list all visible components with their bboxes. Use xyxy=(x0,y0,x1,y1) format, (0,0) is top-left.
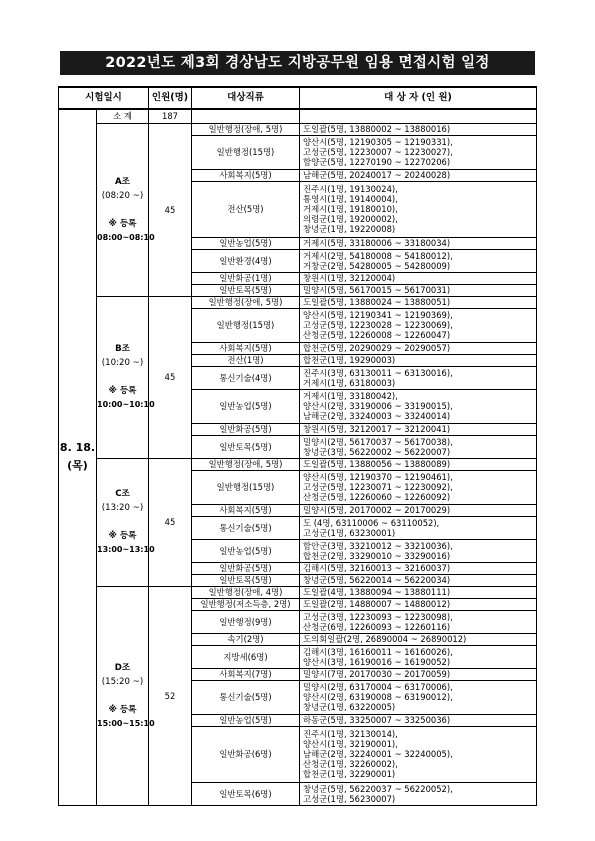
job-category: 일반행정(장애, 5명) xyxy=(192,296,300,308)
job-category: 일반화공(6명) xyxy=(192,726,300,782)
candidate-detail: 거제시(2명, 54180008 ~ 54180012), 거창군(2명, 54280005 ~ 54280009) xyxy=(300,249,537,272)
candidate-detail: 창녕군(5명, 56220014 ~ 56220034) xyxy=(300,574,537,586)
job-category: 일반행정(저소득층, 2명) xyxy=(192,598,300,610)
job-category: 통신기술(5명) xyxy=(192,516,300,539)
job-category: 일반농업(5명) xyxy=(192,539,300,562)
job-category: 일반화공(1명) xyxy=(192,272,300,284)
candidate-detail: 도일괄(5명, 13880056 ~ 13880089) xyxy=(300,458,537,470)
candidate-detail: 도일괄(4명, 13880094 ~ 13880111) xyxy=(300,586,537,598)
group-name: B조 xyxy=(115,344,130,354)
job-category: 사회복지(5명) xyxy=(192,169,300,181)
job-category: 속기(2명) xyxy=(192,633,300,645)
group-name: A조 xyxy=(115,176,130,187)
table-row xyxy=(59,586,537,598)
candidate-detail: 양산시(5명, 12190370 ~ 12190461), 고성군(5명, 12230071 ~ 12230092), 산청군(5명, 12260060 ~ 12260092) xyxy=(300,470,537,504)
table-row xyxy=(59,458,537,470)
job-category: 사회복지(7명) xyxy=(192,668,300,680)
registration-time: 13:00~13:10 xyxy=(97,545,155,554)
job-category: 일반환경(4명) xyxy=(192,249,300,272)
group-count-1: 45 xyxy=(149,296,192,458)
candidate-detail: 거제시(1명, 33180042), 양산시(2명, 33190006 ~ 33190015), 남해군(2명, 33240003 ~ 33240014) xyxy=(300,389,537,423)
candidate-detail: 도일괄(5명, 13880024 ~ 13880051) xyxy=(300,296,537,308)
exam-date xyxy=(59,109,97,805)
group-count-3: 52 xyxy=(149,586,192,805)
candidate-detail: 밀양시(5명, 20170002 ~ 20170029) xyxy=(300,504,537,516)
group-name: D조 xyxy=(114,662,131,673)
subtotal-row xyxy=(59,109,537,123)
candidate-detail: 양산시(5명, 12190305 ~ 12190331), 고성군(5명, 12230007 ~ 12230027), 함양군(5명, 12270190 ~ 12270206) xyxy=(300,135,537,169)
group-time: (13:20 ~) xyxy=(101,503,144,513)
group-time: (08:20 ~) xyxy=(101,190,144,201)
group-name: C조 xyxy=(115,489,130,499)
registration-label: ※ 등록 xyxy=(108,531,137,541)
job-category: 일반행정(장애, 5명) xyxy=(192,123,300,135)
job-category: 통신기술(4명) xyxy=(192,366,300,389)
candidate-detail: 진주시(1명, 32130014), 양산시(1명, 32190001), 남해군(2명, 32240001 ~ 32240005), 산청군(1명, 32260002), 합천군(1명, 32290001) xyxy=(300,726,537,782)
candidate-detail: 밀양시(7명, 20170030 ~ 20170059) xyxy=(300,668,537,680)
job-category: 일반행정(15명) xyxy=(192,470,300,504)
registration-label: ※ 등록 xyxy=(108,386,137,396)
group-cell-0 xyxy=(97,123,155,296)
registration-time: 08:00~08:10 xyxy=(97,232,155,242)
job-category: 일반토목(5명) xyxy=(192,574,300,586)
group-count-2: 45 xyxy=(149,458,192,586)
job-category: 전산(1명) xyxy=(192,354,300,366)
job-category: 일반농업(5명) xyxy=(192,389,300,423)
candidate-detail: 진주시(3명, 63130011 ~ 63130016), 거제시(1명, 63180003) xyxy=(300,366,537,389)
registration-time: 15:00~15:10 xyxy=(97,718,155,728)
group-cell-2 xyxy=(97,458,155,586)
group-time: (15:20 ~) xyxy=(101,676,144,687)
header-count: 인원(명) xyxy=(149,87,192,109)
candidate-detail: 고성군(3명, 12230093 ~ 12230098), 산청군(6명, 12260093 ~ 12260116) xyxy=(300,610,537,633)
job-category: 사회복지(5명) xyxy=(192,342,300,354)
job-category: 일반화공(5명) xyxy=(192,423,300,435)
candidate-detail: 하동군(5명, 33250007 ~ 33250036) xyxy=(300,714,537,726)
candidate-detail: 밀양시(2명, 63170004 ~ 63170006), 양산시(2명, 63190008 ~ 63190012), 창녕군(1명, 63220005) xyxy=(300,680,537,714)
candidate-detail: 창녕군(5명, 56220037 ~ 56220052), 고성군(1명, 56230007) xyxy=(300,782,537,805)
schedule-table xyxy=(58,86,537,806)
job-category: 사회복지(5명) xyxy=(192,504,300,516)
date-text: 8. 18. xyxy=(59,441,96,455)
table-row xyxy=(59,123,537,135)
job-category: 지방세(6명) xyxy=(192,645,300,668)
page-title: 2022년도 제3회 경상남도 지방공무원 임용 면접시험 일정 xyxy=(60,51,535,75)
candidate-detail: 진주시(1명, 19130024), 통영시(1명, 19140004), 거제시(1명, 19180010), 의령군(1명, 19200002), 창녕군(1명, 19220008) xyxy=(300,181,537,237)
job-category: 일반농업(5명) xyxy=(192,714,300,726)
group-time: (10:20 ~) xyxy=(101,358,144,368)
registration-time: 10:00~10:10 xyxy=(97,400,155,409)
subtotal-detail-empty xyxy=(300,109,537,123)
candidate-detail: 밀양시(2명, 56170037 ~ 56170038), 창녕군(3명, 56220002 ~ 56220007) xyxy=(300,435,537,458)
subtotal-count: 187 xyxy=(149,109,192,123)
subtotal-label: 소 계 xyxy=(97,109,149,123)
candidate-detail: 김해시(5명, 32160013 ~ 32160037) xyxy=(300,562,537,574)
candidate-detail: 합천군(5명, 20290029 ~ 20290057) xyxy=(300,342,537,354)
candidate-detail: 김해시(3명, 16160011 ~ 16160026), 양산시(3명, 16190016 ~ 16190052) xyxy=(300,645,537,668)
job-category: 일반토목(6명) xyxy=(192,782,300,805)
job-category: 전산(5명) xyxy=(192,181,300,237)
candidate-detail: 도의회일괄(2명, 26890004 ~ 26890012) xyxy=(300,633,537,645)
registration-label: ※ 등록 xyxy=(108,218,137,229)
group-count-0: 45 xyxy=(149,123,192,296)
job-category: 일반농업(5명) xyxy=(192,237,300,249)
subtotal-job-empty xyxy=(192,109,300,123)
job-category: 통신기술(5명) xyxy=(192,680,300,714)
job-category: 일반행정(장애, 5명) xyxy=(192,458,300,470)
day-text: (목) xyxy=(67,459,88,473)
header-job-category: 대상직류 xyxy=(192,87,300,109)
candidate-detail: 거제시(5명, 33180006 ~ 33180034) xyxy=(300,237,537,249)
job-category: 일반행정(9명) xyxy=(192,610,300,633)
header-candidates: 대 상 자 (인 원) xyxy=(300,87,537,109)
candidate-detail: 합천군(1명, 19290003) xyxy=(300,354,537,366)
registration-label: ※ 등록 xyxy=(108,704,137,715)
candidate-detail: 도 (4명, 63110006 ~ 63110052), 고성군(1명, 63230001) xyxy=(300,516,537,539)
candidate-detail: 남해군(5명, 20240017 ~ 20240028) xyxy=(300,169,537,181)
schedule-body xyxy=(59,109,537,805)
candidate-detail: 도일괄(5명, 13880002 ~ 13880016) xyxy=(300,123,537,135)
table-row xyxy=(59,296,537,308)
job-category: 일반토목(5명) xyxy=(192,284,300,296)
candidate-detail: 창원시(1명, 32120004) xyxy=(300,272,537,284)
job-category: 일반행정(15명) xyxy=(192,135,300,169)
job-category: 일반화공(5명) xyxy=(192,562,300,574)
job-category: 일반토목(5명) xyxy=(192,435,300,458)
header-exam-datetime: 시험일시 xyxy=(59,87,149,109)
candidate-detail: 도일괄(2명, 14880007 ~ 14880012) xyxy=(300,598,537,610)
group-cell-3 xyxy=(97,586,155,805)
candidate-detail: 양산시(5명, 12190341 ~ 12190369), 고성군(5명, 12230028 ~ 12230069), 산청군(5명, 12260008 ~ 12260047) xyxy=(300,308,537,342)
header-row xyxy=(59,87,537,109)
candidate-detail: 함안군(3명, 33210012 ~ 33210036), 합천군(2명, 33290010 ~ 33290016) xyxy=(300,539,537,562)
candidate-detail: 밀양시(5명, 56170015 ~ 56170031) xyxy=(300,284,537,296)
candidate-detail: 창원시(5명, 32120017 ~ 32120041) xyxy=(300,423,537,435)
job-category: 일반행정(15명) xyxy=(192,308,300,342)
job-category: 일반행정(장애, 4명) xyxy=(192,586,300,598)
group-cell-1 xyxy=(97,296,155,458)
